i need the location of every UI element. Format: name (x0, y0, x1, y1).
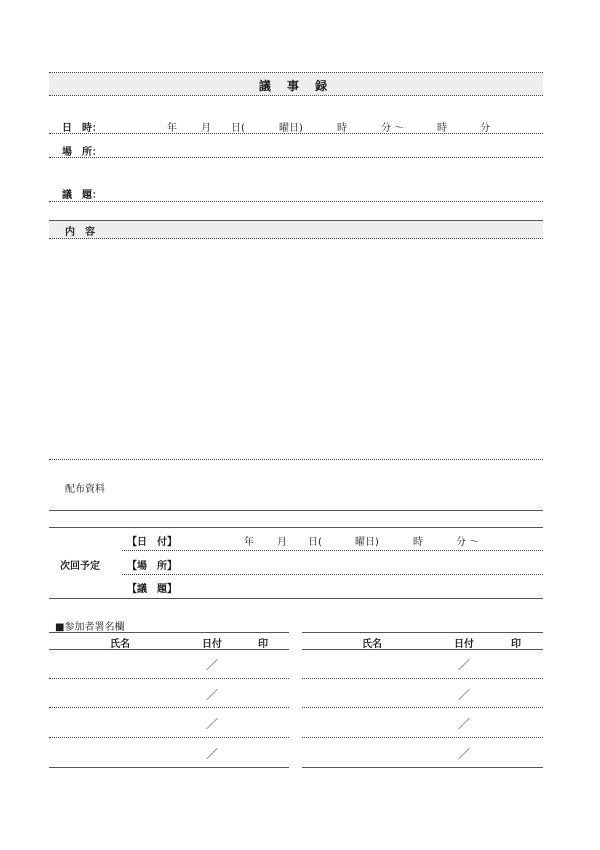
agenda-underline (49, 201, 543, 202)
agenda-label: 議 題： (62, 190, 102, 201)
document-title: 議 事 録 (258, 79, 334, 93)
attendee-left-row1-date-slash: ／ (206, 658, 219, 672)
datetime-unit-minute-end: 分 (480, 123, 490, 134)
content-body-area[interactable] (49, 238, 543, 458)
attendee-right-row1-line (302, 678, 543, 679)
content-bottom-line (49, 459, 543, 460)
next-date-unit-hour: 時 (413, 537, 423, 548)
next-place-underline (122, 574, 543, 575)
attendee-left-row2-line (49, 707, 289, 708)
place-label: 場 所： (62, 147, 102, 158)
next-meeting-top-line (49, 527, 543, 528)
attendee-right-header-line (302, 649, 543, 650)
attendee-right-row4-date-slash: ／ (458, 747, 471, 761)
attendee-left-row2-date-slash: ／ (206, 688, 219, 702)
title-bar (49, 72, 543, 96)
attendee-left-col-name: 氏名 (110, 639, 130, 650)
datetime-unit-month: 月 (201, 123, 211, 134)
attendee-left-header-line (49, 649, 289, 650)
attendee-right-row2-date-slash: ／ (458, 688, 471, 702)
datetime-label: 日 時： (62, 123, 102, 134)
datetime-underline (49, 133, 543, 134)
attendee-right-row1-date-slash: ／ (458, 658, 471, 672)
next-place-label: 【場 所】 (127, 561, 177, 572)
next-date-label: 【日 付】 (127, 537, 177, 548)
next-date-unit-weekday: 曜日) (355, 537, 379, 548)
datetime-unit-day: 日( (231, 123, 245, 134)
datetime-unit-hour-end: 時 (437, 123, 447, 134)
distribution-label: 配布資料 (65, 484, 105, 495)
next-date-underline (122, 550, 543, 551)
attendee-right-col-name: 氏名 (362, 639, 382, 650)
datetime-unit-year: 年 (167, 123, 177, 134)
attendee-left-col-seal: 印 (258, 639, 268, 650)
next-date-unit-day: 日( (308, 537, 322, 548)
attendee-right-row3-line (302, 737, 543, 738)
attendee-right-bottom-line (302, 767, 543, 768)
attendee-right-col-seal: 印 (511, 639, 521, 650)
attendee-left-row3-line (49, 737, 289, 738)
attendee-left-row1-line (49, 678, 289, 679)
next-meeting-label: 次回予定 (60, 561, 100, 572)
content-header: 内 容 (65, 227, 95, 238)
attendee-right-row2-line (302, 707, 543, 708)
next-date-unit-month: 月 (277, 537, 287, 548)
attendee-right-row3-date-slash: ／ (458, 717, 471, 731)
datetime-unit-minute-start: 分 ～ (381, 123, 405, 134)
attendee-left-row4-date-slash: ／ (206, 747, 219, 761)
place-underline (49, 157, 543, 158)
attendee-left-col-date: 日付 (202, 639, 222, 650)
next-date-unit-year: 年 (244, 537, 254, 548)
attendee-left-bottom-line (49, 767, 289, 768)
datetime-unit-hour-start: 時 (337, 123, 347, 134)
datetime-unit-weekday: 曜日) (279, 123, 303, 134)
next-meeting-bottom-line (49, 598, 543, 599)
next-date-unit-minute: 分 ～ (456, 537, 480, 548)
attendee-right-col-date: 日付 (454, 639, 474, 650)
next-agenda-label: 【議 題】 (127, 584, 177, 595)
attendees-section-label: ■参加者署名欄 (55, 622, 125, 633)
distribution-underline (49, 510, 543, 511)
attendee-left-top-line (49, 632, 289, 633)
attendee-left-row3-date-slash: ／ (206, 717, 219, 731)
content-header-bar (49, 220, 543, 239)
attendee-right-top-line (302, 632, 543, 633)
